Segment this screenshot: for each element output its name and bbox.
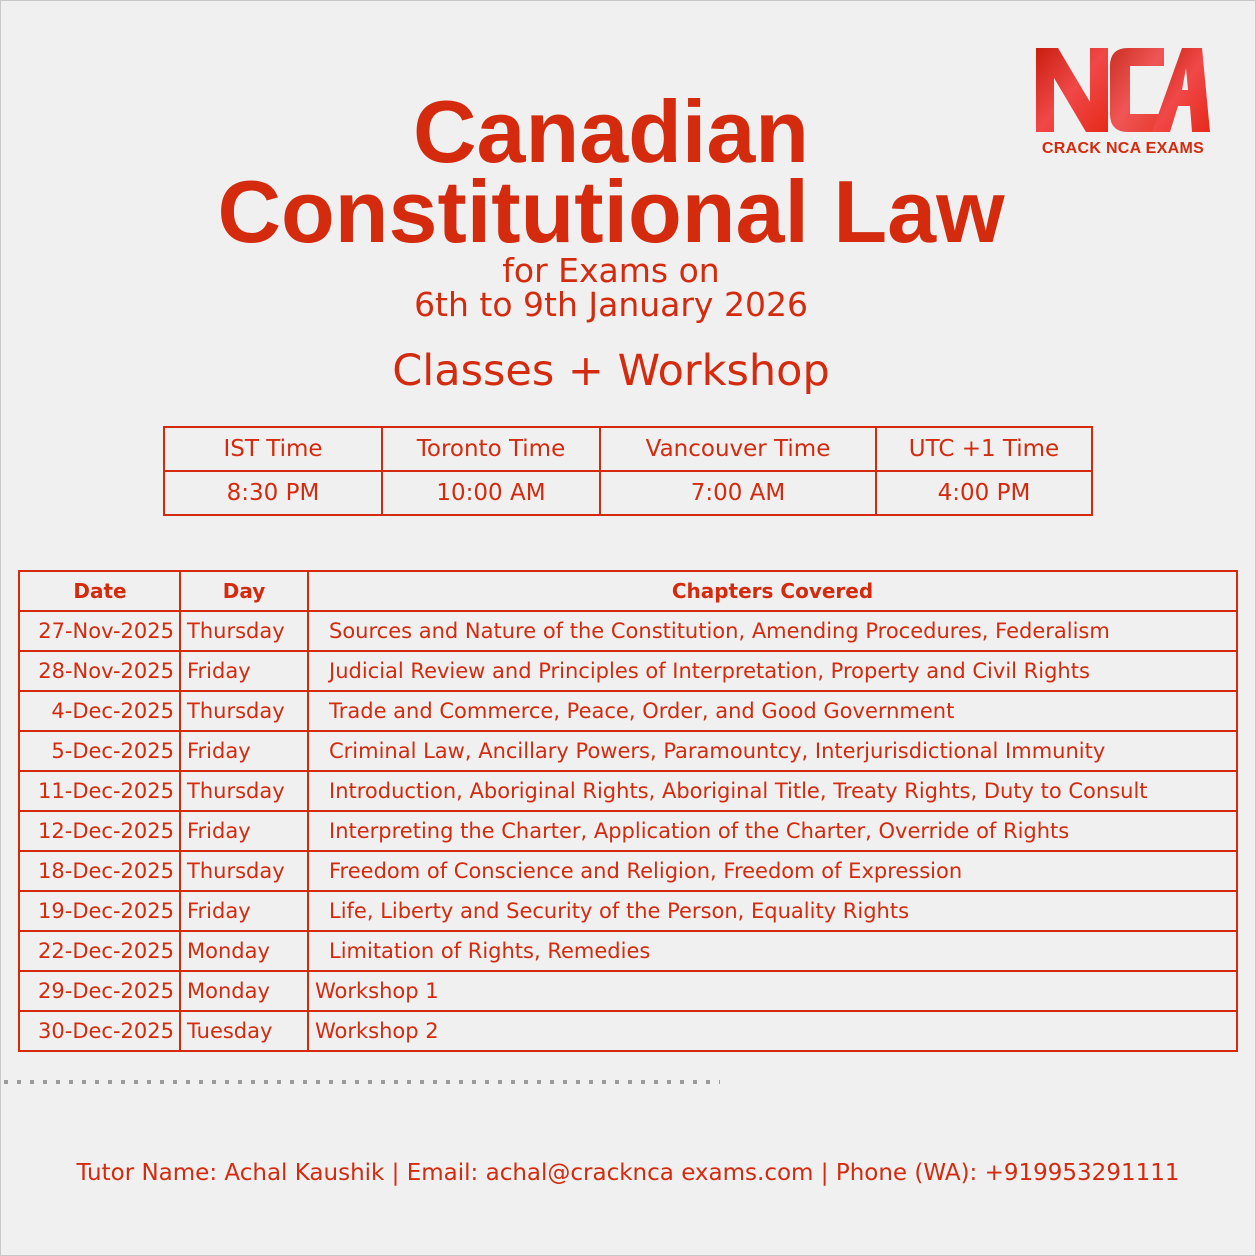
header-chapters: Chapters Covered	[308, 571, 1237, 611]
table-row	[19, 731, 1237, 771]
row-day: Thursday	[180, 611, 308, 651]
row-day: Thursday	[180, 691, 308, 731]
row-chapters: Judicial Review and Principles of Interpretation, Property and Civil Rights	[308, 651, 1237, 691]
row-date: 29-Dec-2025	[19, 971, 180, 1011]
table-row	[19, 1011, 1237, 1051]
row-day: Thursday	[180, 851, 308, 891]
table-row	[19, 851, 1237, 891]
table-row	[19, 931, 1237, 971]
row-day: Friday	[180, 651, 308, 691]
table-row	[19, 811, 1237, 851]
row-date: 27-Nov-2025	[19, 611, 180, 651]
table-row	[19, 771, 1237, 811]
logo-caption: CRACK NCA EXAMS	[1041, 140, 1205, 157]
row-chapters: Trade and Commerce, Peace, Order, and Good Government	[308, 691, 1237, 731]
row-day: Friday	[180, 891, 308, 931]
row-day: Friday	[180, 731, 308, 771]
row-chapters: Interpreting the Charter, Application of the Charter, Override of Rights	[308, 811, 1237, 851]
row-date: 28-Nov-2025	[19, 651, 180, 691]
table-row	[19, 611, 1237, 651]
row-day: Friday	[180, 811, 308, 851]
time-value-vancouver: 7:00 AM	[600, 471, 876, 515]
tutor-contact-footer: Tutor Name: Achal Kaushik | Email: achal@cracknca exams.com | Phone (WA): +919953291111	[76, 1160, 1180, 1186]
row-chapters: Life, Liberty and Security of the Person, Equality Rights	[308, 891, 1237, 931]
table-row	[19, 891, 1237, 931]
row-chapters: Limitation of Rights, Remedies	[308, 931, 1237, 971]
row-day: Monday	[180, 971, 308, 1011]
header-date: Date	[19, 571, 180, 611]
row-chapters: Criminal Law, Ancillary Powers, Paramountcy, Interjurisdictional Immunity	[308, 731, 1237, 771]
row-date: 4-Dec-2025	[19, 691, 180, 731]
row-chapters: Workshop 1	[308, 971, 1237, 1011]
row-date: 11-Dec-2025	[19, 771, 180, 811]
page-title-line-1: Canadian	[412, 82, 810, 181]
row-chapters: Workshop 2	[308, 1011, 1237, 1051]
time-header-vancouver: Vancouver Time	[600, 427, 876, 471]
subtitle-exam-dates: 6th to 9th January 2026	[414, 285, 808, 324]
row-chapters: Freedom of Conscience and Religion, Freedom of Expression	[308, 851, 1237, 891]
time-value-toronto: 10:00 AM	[382, 471, 600, 515]
schedule-table	[18, 570, 1238, 1052]
table-row	[19, 651, 1237, 691]
row-date: 22-Dec-2025	[19, 931, 180, 971]
time-zone-table	[163, 426, 1093, 516]
row-day: Monday	[180, 931, 308, 971]
row-chapters: Sources and Nature of the Constitution, Amending Procedures, Federalism	[308, 611, 1237, 651]
row-chapters: Introduction, Aboriginal Rights, Aboriginal Title, Treaty Rights, Duty to Consult	[308, 771, 1237, 811]
dotted-divider	[4, 1080, 720, 1084]
row-date: 12-Dec-2025	[19, 811, 180, 851]
subtitle-classes-workshop: Classes + Workshop	[392, 346, 830, 396]
row-date: 30-Dec-2025	[19, 1011, 180, 1051]
subtitle-line-1: for Exams on	[502, 251, 720, 290]
row-date: 18-Dec-2025	[19, 851, 180, 891]
row-day: Tuesday	[180, 1011, 308, 1051]
page-title-line-2: Constitutional Law	[217, 162, 1005, 261]
time-zone-header-row	[164, 427, 1092, 471]
table-row	[19, 691, 1237, 731]
time-header-ist: IST Time	[164, 427, 382, 471]
row-date: 19-Dec-2025	[19, 891, 180, 931]
table-row	[19, 971, 1237, 1011]
time-value-ist: 8:30 PM	[164, 471, 382, 515]
time-header-utc: UTC +1 Time	[876, 427, 1092, 471]
header-day: Day	[180, 571, 308, 611]
time-header-toronto: Toronto Time	[382, 427, 600, 471]
time-value-utc: 4:00 PM	[876, 471, 1092, 515]
row-date: 5-Dec-2025	[19, 731, 180, 771]
row-day: Thursday	[180, 771, 308, 811]
schedule-header-row	[19, 571, 1237, 611]
time-zone-value-row	[164, 471, 1092, 515]
